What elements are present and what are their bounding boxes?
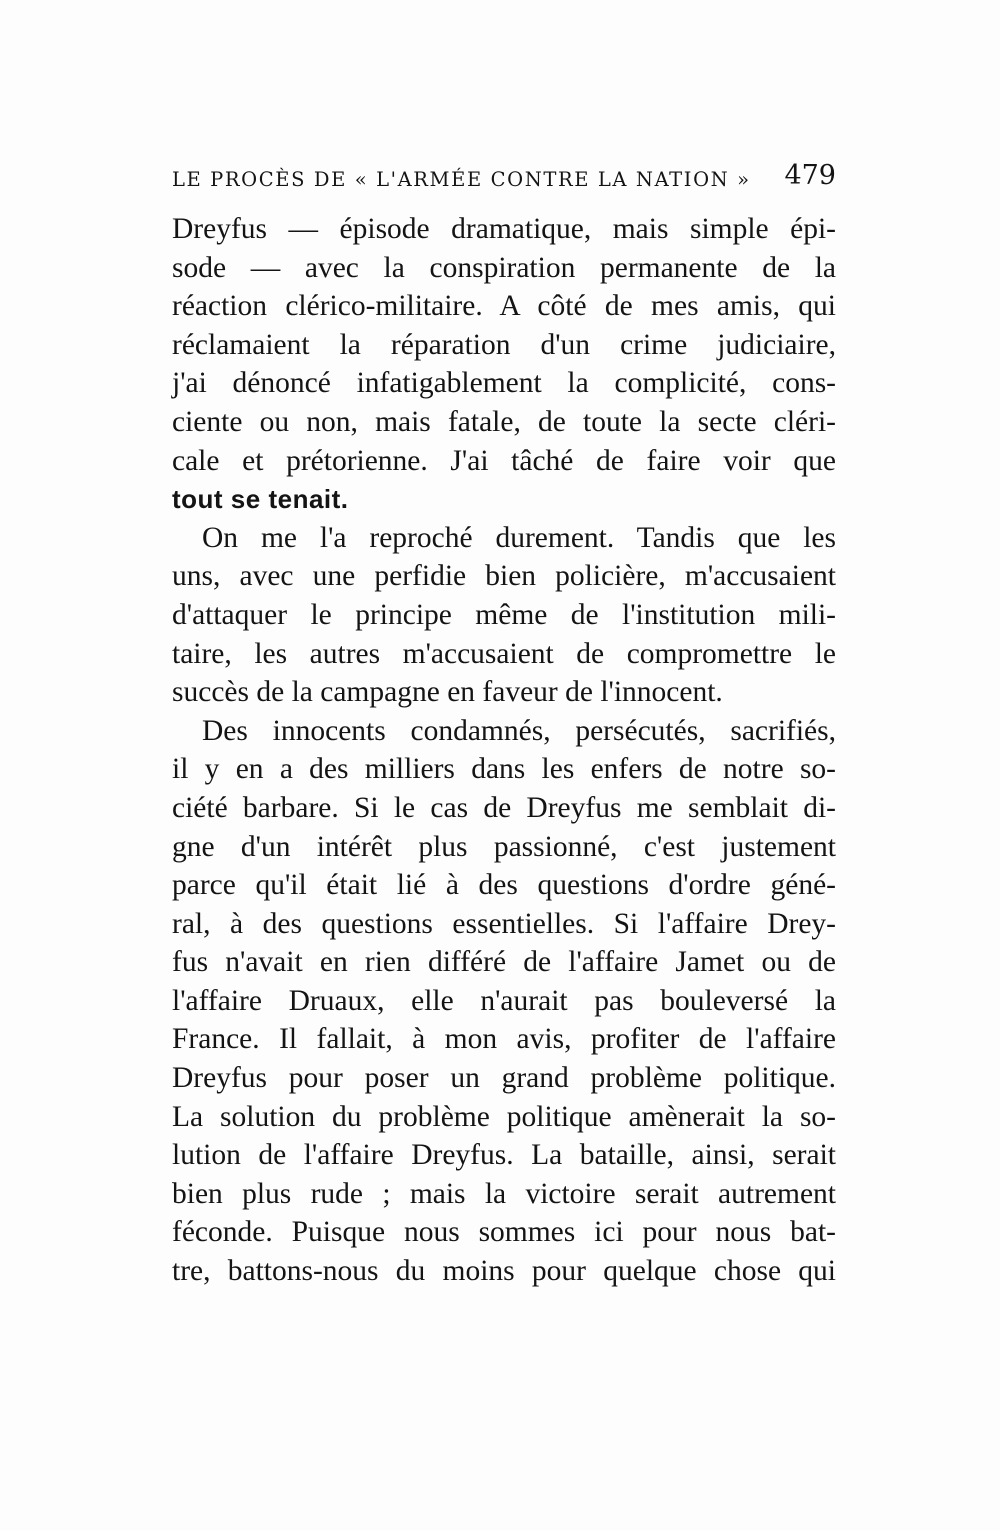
text-line: il y en a des milliers dans les enfers de notre so- [172,753,836,786]
text-line: succès de la campagne en faveur de l'innocent. [172,676,723,709]
text-line: gne d'un intérêt plus passionné, c'est justement [172,830,836,863]
body-text [172,210,836,1291]
text-line: tre, battons-nous du moins pour quelque chose qui [172,1255,836,1288]
text-line: j'ai dénoncé infatigablement la complicité, cons- [172,367,836,400]
running-title: LE PROCÈS DE « L'ARMÉE CONTRE LA NATION » [172,168,751,191]
text-line: bien plus rude ; mais la victoire serait autrement [172,1177,836,1210]
text-line: France. Il fallait, à mon avis, profiter de l'affaire [172,1023,836,1056]
text-line: d'attaquer le principe même de l'institution mili- [172,598,836,631]
text-line: sode — avec la conspiration permanente de la [172,251,836,284]
text-line: lution de l'affaire Dreyfus. La bataille, ainsi, serait [172,1139,836,1172]
text-line: féconde. Puisque nous sommes ici pour nous bat- [172,1216,836,1249]
text-line: La solution du problème politique amènerait la so- [172,1100,836,1133]
text-line: ral, à des questions essentielles. Si l'affaire Drey- [172,907,836,940]
paragraph-3 [172,712,836,1291]
text-line: uns, avec une perfidie bien policière, m'accusaient [172,560,836,593]
paragraph-2 [172,519,836,712]
text-line: ciente ou non, mais fatale, de toute la secte cléri- [172,405,836,438]
emphasis-line: tout se tenait. [172,484,349,515]
text-line: réaction clérico-militaire. A côté de mes amis, qui [172,290,836,323]
text-line: Dreyfus — épisode dramatique, mais simple épi- [172,213,836,245]
text-line: Dreyfus pour poser un grand problème politique. [172,1062,836,1095]
text-line: On me l'a reproché durement. Tandis que les [202,521,836,554]
page-number: 479 [784,160,836,191]
text-line: parce qu'il était lié à des questions d'ordre géné- [172,869,836,902]
paragraph-1 [172,210,836,519]
text-line: Des innocents condamnés, persécutés, sacrifiés, [202,714,836,747]
text-line: ciété barbare. Si le cas de Dreyfus me semblait di- [172,791,836,824]
text-line: l'affaire Druaux, elle n'aurait pas bouleversé la [172,984,836,1017]
text-line: fus n'avait en rien différé de l'affaire Jamet ou de [172,946,836,979]
text-line: cale et prétorienne. J'ai tâché de faire voir que [172,444,836,477]
text-line: taire, les autres m'accusaient de compromettre le [172,637,836,670]
running-header [172,160,836,196]
text-line: réclamaient la réparation d'un crime judiciaire, [172,328,836,361]
